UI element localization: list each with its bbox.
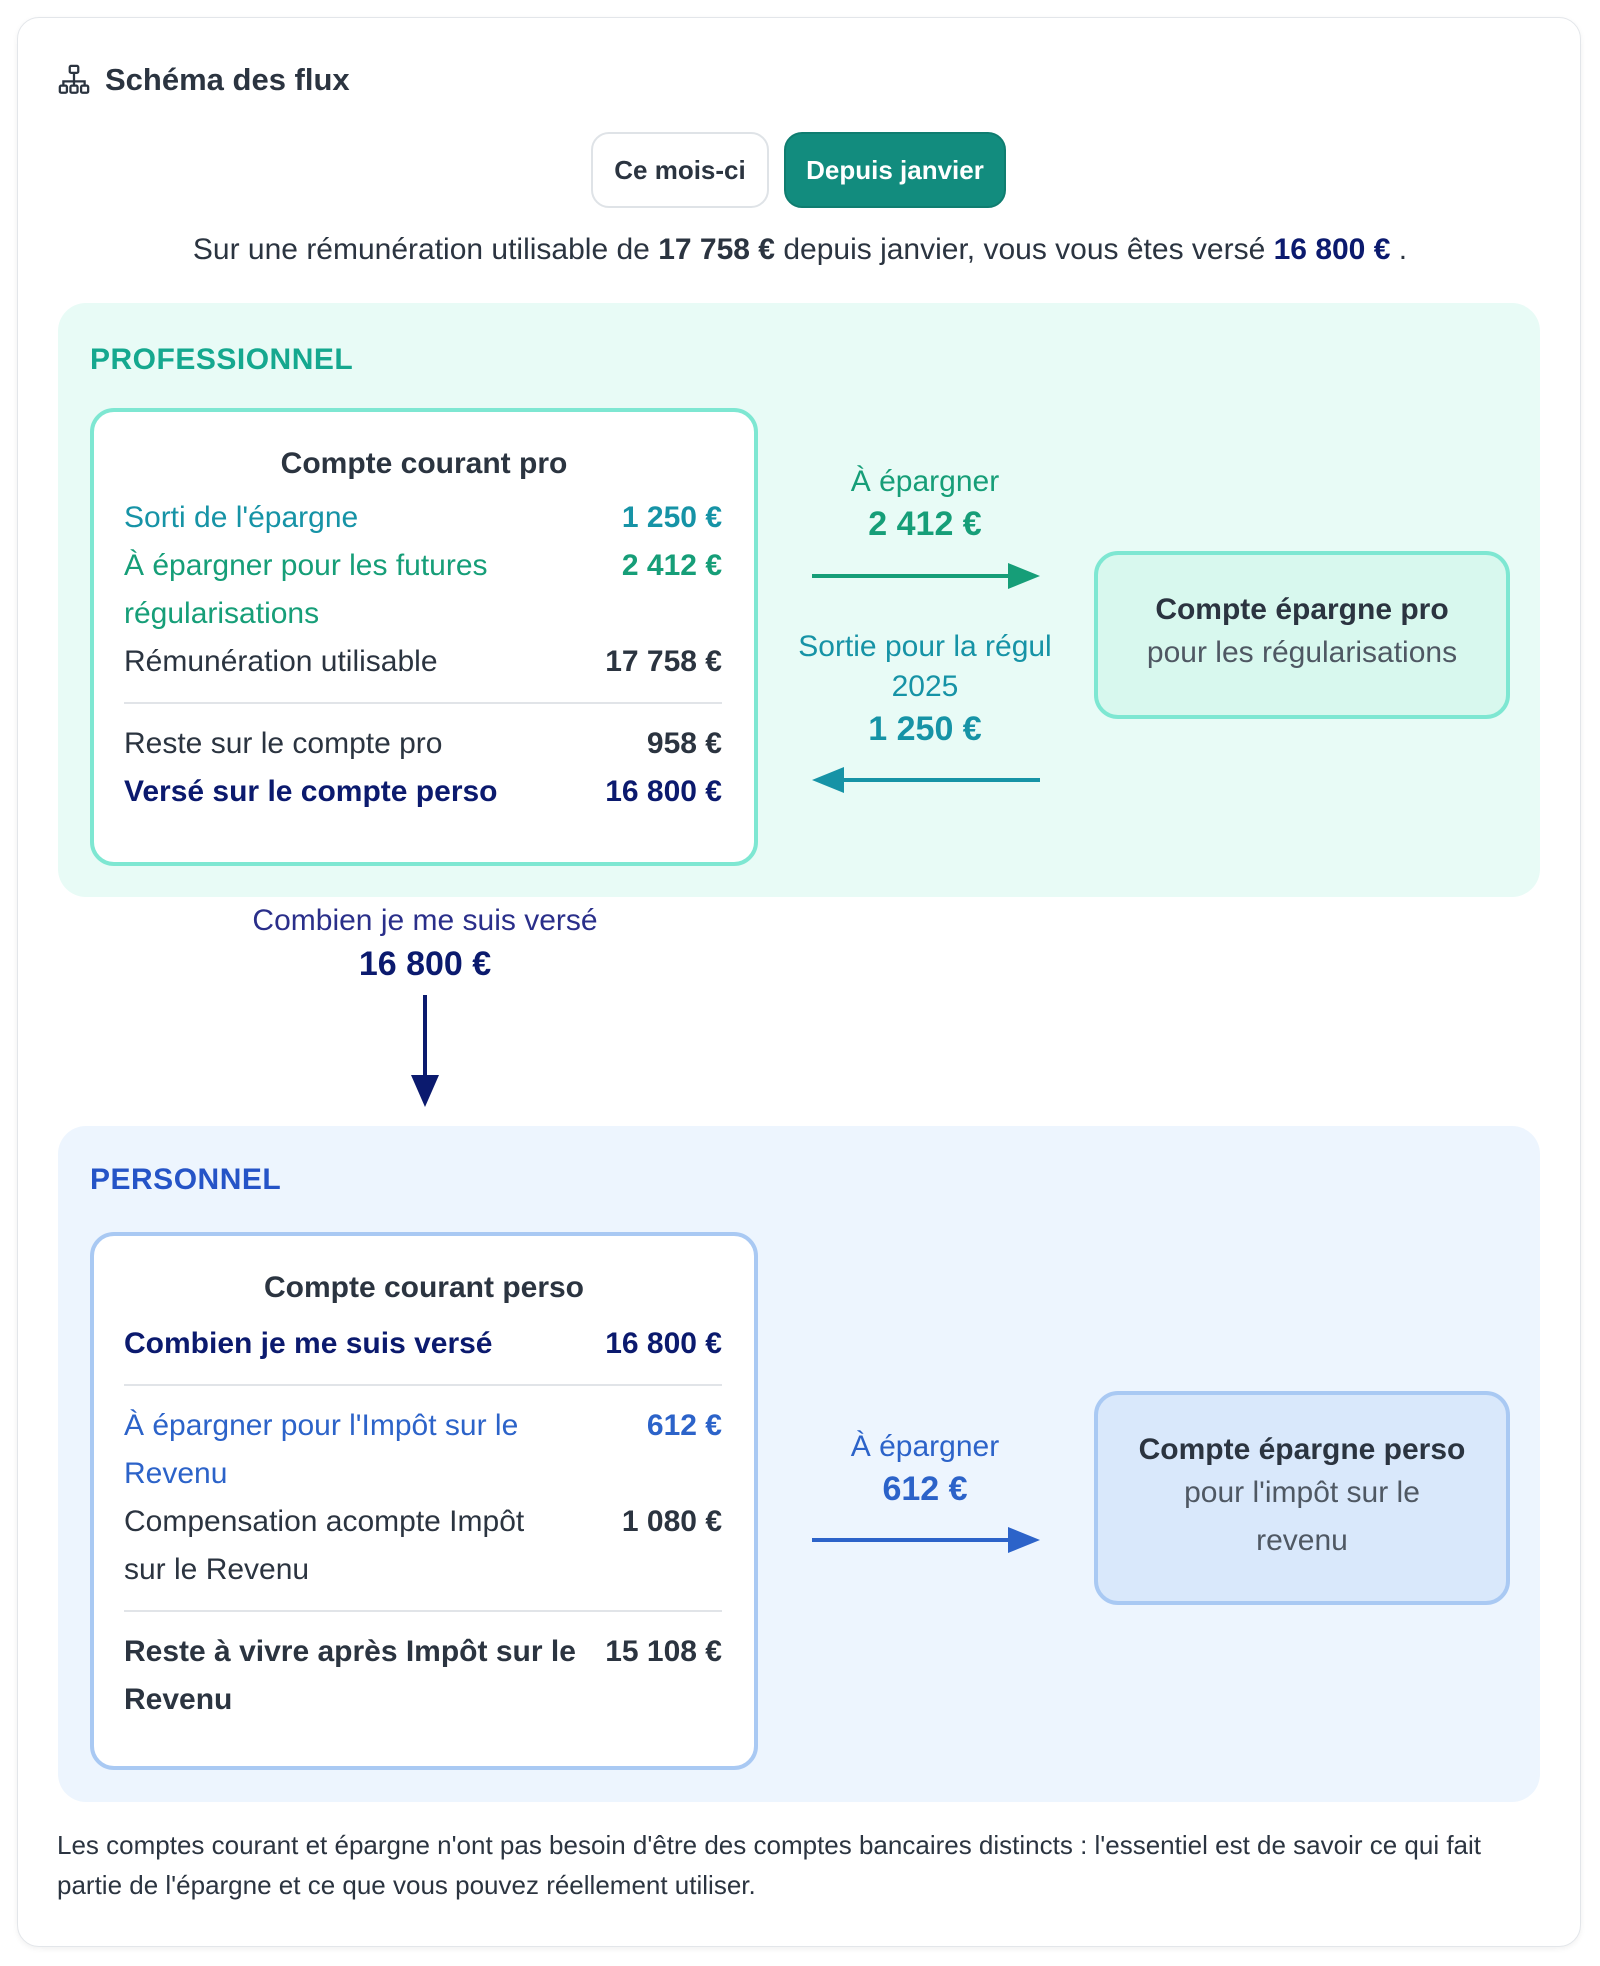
row-verse-compte-perso [124,768,722,816]
row-amount: 2 412 € [621,549,722,582]
row-label: Combien je me suis versé [124,1327,493,1360]
summary-part3: . [1398,233,1408,266]
toggle-this-month[interactable]: Ce mois-ci [591,132,769,208]
flow-in-pro-amount: 1 250 € [868,710,982,748]
savings-pro-title: Compte épargne pro [1155,593,1449,626]
divider [124,702,722,704]
arrow-right-icon [810,558,1042,594]
flow-out-perso-label: À épargner [850,1430,1000,1463]
flow-out-pro-amount: 2 412 € [868,505,982,543]
toggle-since-january[interactable]: Depuis janvier [784,132,1006,208]
compte-epargne-perso [1094,1391,1510,1605]
transfer-amount: 16 800 € [358,945,492,983]
savings-perso-subtitle: pour l'impôt sur le revenu [1184,1476,1420,1557]
row-reste-a-vivre [124,1628,722,1724]
divider [124,1384,722,1386]
compte-courant-pro [90,408,758,866]
row-amount: 15 108 € [605,1635,722,1668]
row-sorti-epargne [124,494,722,542]
row-amount: 612 € [646,1409,722,1442]
row-a-epargner-impot [124,1402,722,1498]
sitemap-icon [57,63,91,97]
row-label: Reste à vivre après Impôt sur le Revenu [124,1635,576,1716]
row-reste-compte-pro [124,720,722,768]
row-label: Sorti de l'épargne [124,501,359,534]
row-label: Compensation acompte Impôt sur le Revenu [124,1505,525,1586]
flow-out-pro-label: À épargner [850,465,1000,498]
section-header [57,62,350,98]
arrow-down-icon [405,993,445,1109]
section-label-pro: PROFESSIONNEL [90,343,354,376]
box-title-pro: Compte courant pro [280,447,568,480]
savings-pro-subtitle: pour les régularisations [1146,636,1458,669]
perso-rows [124,1320,722,1724]
summary-text [0,233,1600,267]
summary-amount-usable: 17 758 € [658,233,775,266]
row-label: À épargner pour les futures régularisations [124,549,488,630]
savings-perso-title: Compte épargne perso [1138,1433,1466,1466]
row-label: À épargner pour l'Impôt sur le Revenu [124,1409,519,1490]
row-combien-verse [124,1320,722,1368]
row-amount: 16 800 € [605,1327,722,1360]
summary-part2: depuis janvier, vous vous êtes versé [783,233,1266,266]
pro-rows [124,494,722,816]
divider [124,1610,722,1612]
row-label: Rémunération utilisable [124,645,438,678]
flow-in-pro-label2: 2025 [891,670,959,703]
arrow-left-icon [810,762,1042,798]
row-remuneration-utilisable [124,638,722,686]
row-amount: 16 800 € [605,775,722,808]
row-label: Reste sur le compte pro [124,727,443,760]
row-amount: 17 758 € [605,645,722,678]
transfer-label: Combien je me suis versé [252,904,598,937]
section-label-perso: PERSONNEL [90,1163,282,1196]
page-title: Schéma des flux [105,62,350,97]
flow-in-pro-label1: Sortie pour la régul [798,630,1052,663]
footer-note: Les comptes courant et épargne n'ont pas besoin d'être des comptes bancaires distincts : l'essentiel est de savoir ce qui fait partie de l'épargne et ce que vous pouvez réellement utiliser. [57,1830,1482,1900]
arrow-right-icon [810,1522,1042,1558]
row-amount: 1 250 € [621,501,722,534]
row-amount: 1 080 € [621,1505,722,1538]
row-compensation-acompte [124,1498,722,1594]
row-label: Versé sur le compte perso [124,775,498,808]
box-title-perso: Compte courant perso [263,1271,585,1304]
summary-part1: Sur une rémunération utilisable de [192,233,650,266]
row-amount: 958 € [646,727,722,760]
row-a-epargner-regul [124,542,722,638]
flow-out-perso-amount: 612 € [882,1470,968,1508]
summary-amount-paid: 16 800 € [1273,233,1391,266]
compte-courant-perso [90,1232,758,1770]
compte-epargne-pro [1094,551,1510,719]
